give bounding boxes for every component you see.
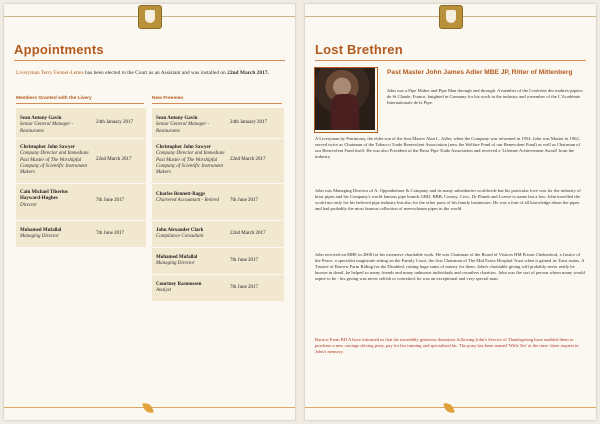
member-date: 7th June 2017 <box>96 198 125 203</box>
member-date: 7th June 2017 <box>230 258 259 263</box>
member-role: Senior General Manager - Restaurants <box>156 122 210 134</box>
table-row <box>152 275 284 302</box>
table-row <box>152 108 284 139</box>
crest-icon <box>439 5 463 29</box>
portrait-photo <box>315 68 375 130</box>
member-date: 24th January 2017 <box>230 120 267 125</box>
livery-column-rule <box>16 103 144 104</box>
leaf-icon <box>443 401 455 415</box>
crest-icon <box>138 5 162 29</box>
member-role: Director <box>20 202 38 208</box>
member-name: Christopher John Sawyer <box>156 145 211 150</box>
member-name: Mohamed Mufallal <box>156 255 198 260</box>
member-role: Company Director and Immediate Past Master of The Worshipful Company of Scientific Instrument Makers <box>156 151 225 176</box>
member-date: 7th June 2017 <box>230 198 259 203</box>
freemen-table <box>152 108 284 302</box>
intro-paragraph <box>16 70 271 77</box>
obituary-paragraph-1: John was a Pipe Maker and Pipe Man through and through. A member of the Confrérie des maîtres-pipiers de St Claude, France, knighted in Germany for his work in the industry and a member of the L'Académie Internationale de la Pipe. <box>387 88 583 105</box>
obituary-paragraph-2: A Liveryman by Patrimony, the elder son of the first Master Alan L. Adler, when the Company was reformed in 1954. John was Master in 1962, served twice as Chairman of the Tobacco Trade Benevolent Association (now the Welfare Fund of our Benevolent Fund) as well as Chairman of our Benevolent Fund itself. He was also President of the Briar Pipe Trade Association and received a 'Lifetime Achievement Award' from the industry. <box>315 136 581 159</box>
member-date: 22nd March 2017 <box>230 231 266 236</box>
member-role: Chartered Accountant - Retired <box>156 198 219 204</box>
intro-date: 22nd March 2017. <box>227 70 269 76</box>
table-row <box>16 184 146 221</box>
livery-column-header: Members Granted with the Livery <box>16 96 92 101</box>
member-role: Compliance Consultant <box>156 234 204 240</box>
member-name: Sean Antony Gavin <box>20 116 62 121</box>
obituary-paragraph-4: John received an MBE in 2008 for his extensive charitable work. He was Chairman of the Board of Visitors HM Prison Chelmsford, a Justice of the Peace, a specialist magistrate sitting on the Family Court, the first Chairman of The Mid Essex Hospital Trust when it gained its Trust status. A Trustee of Barrow Farm Riding for the Disabled, raising huge sums of money for them. John's charitable giving will probably never really be known in detail, he helped so many friends and many unknown individuals and countless charities. John was the sort of person whom many would aspire to be - his giving was never selfish or conceited, he was an exceptional and very special man. <box>315 252 585 281</box>
member-date: 24th January 2017 <box>96 120 133 125</box>
intro-text: has been elected to the Court as an Assistant and was installed on <box>85 70 226 76</box>
member-role: Analyst <box>156 288 171 294</box>
leaf-icon <box>142 401 154 415</box>
member-role: Company Director and Immediate Past Master of The Worshipful Company of Scientific Instrument Makers <box>20 151 89 176</box>
title-divider <box>315 60 586 61</box>
page-footer <box>4 401 295 415</box>
member-date: 7th June 2017 <box>230 285 259 290</box>
obituary-title: Past Master John James Adler MBE JP, Ritter of Mittenberg <box>387 69 573 76</box>
freemen-column-header: New Freemen <box>152 96 184 101</box>
table-row <box>16 108 146 139</box>
page-title: Lost Brethren <box>315 42 403 57</box>
page-title: Appointments <box>14 42 104 57</box>
member-role: Managing Director <box>20 234 59 240</box>
table-row <box>16 221 146 248</box>
table-row <box>152 221 284 248</box>
livery-table <box>16 108 146 248</box>
member-name: Mohamed Mufallal <box>20 228 62 233</box>
page-footer <box>305 401 596 415</box>
intro-name: Liveryman Terry Fenner-Lettes <box>16 70 84 76</box>
member-name: Cain Michael Tiberius Hayward-Hughes <box>20 190 68 202</box>
obituary-paragraph-5: Barrow Farm RD A have informed us that the incredibly generous donations following John's Service of Thanksgiving have enabled them to purchase a new carriage driving pony, pay for her training and specialised kit. The pony has been named 'Wills Tee' at the time- there request in John's memory. <box>315 337 579 354</box>
title-divider <box>14 60 285 61</box>
table-row <box>152 248 284 275</box>
freemen-column-rule <box>152 103 282 104</box>
table-row <box>152 184 284 221</box>
member-role: Senior General Manager - Restaurants <box>20 122 74 134</box>
member-name: Sean Antony Gavin <box>156 116 198 121</box>
right-page <box>305 4 596 420</box>
member-role: Managing Director <box>156 261 195 267</box>
table-row <box>16 139 146 184</box>
member-name: John Alexander Clark <box>156 228 204 233</box>
table-row <box>152 139 284 184</box>
member-date: 7th June 2017 <box>96 231 125 236</box>
member-date: 22nd March 2017 <box>96 157 132 162</box>
member-name: Charles Bennett-Baggs <box>156 192 206 197</box>
left-page <box>4 4 295 420</box>
member-date: 22nd March 2017 <box>230 157 266 162</box>
member-name: Christopher John Sawyer <box>20 145 75 150</box>
obituary-paragraph-3: John was Managing Director of A. Oppenheimer & Company and its many subsidiaries worldwide but his particular love was for the industry of briar pipes and his Company's world famous pipe brands GBD, BBB, Comoy, Civic, Dr Plumb and Loewe to name but a few. John travelled the world not only for his beloved pipe industry but also for the other parts of his family businesses. He was a font of all knowledge about the pipes and had probably the most famous collection of meerschaum pipes in the world. <box>315 188 581 211</box>
member-name: Courtney Rasmussen <box>156 282 202 287</box>
